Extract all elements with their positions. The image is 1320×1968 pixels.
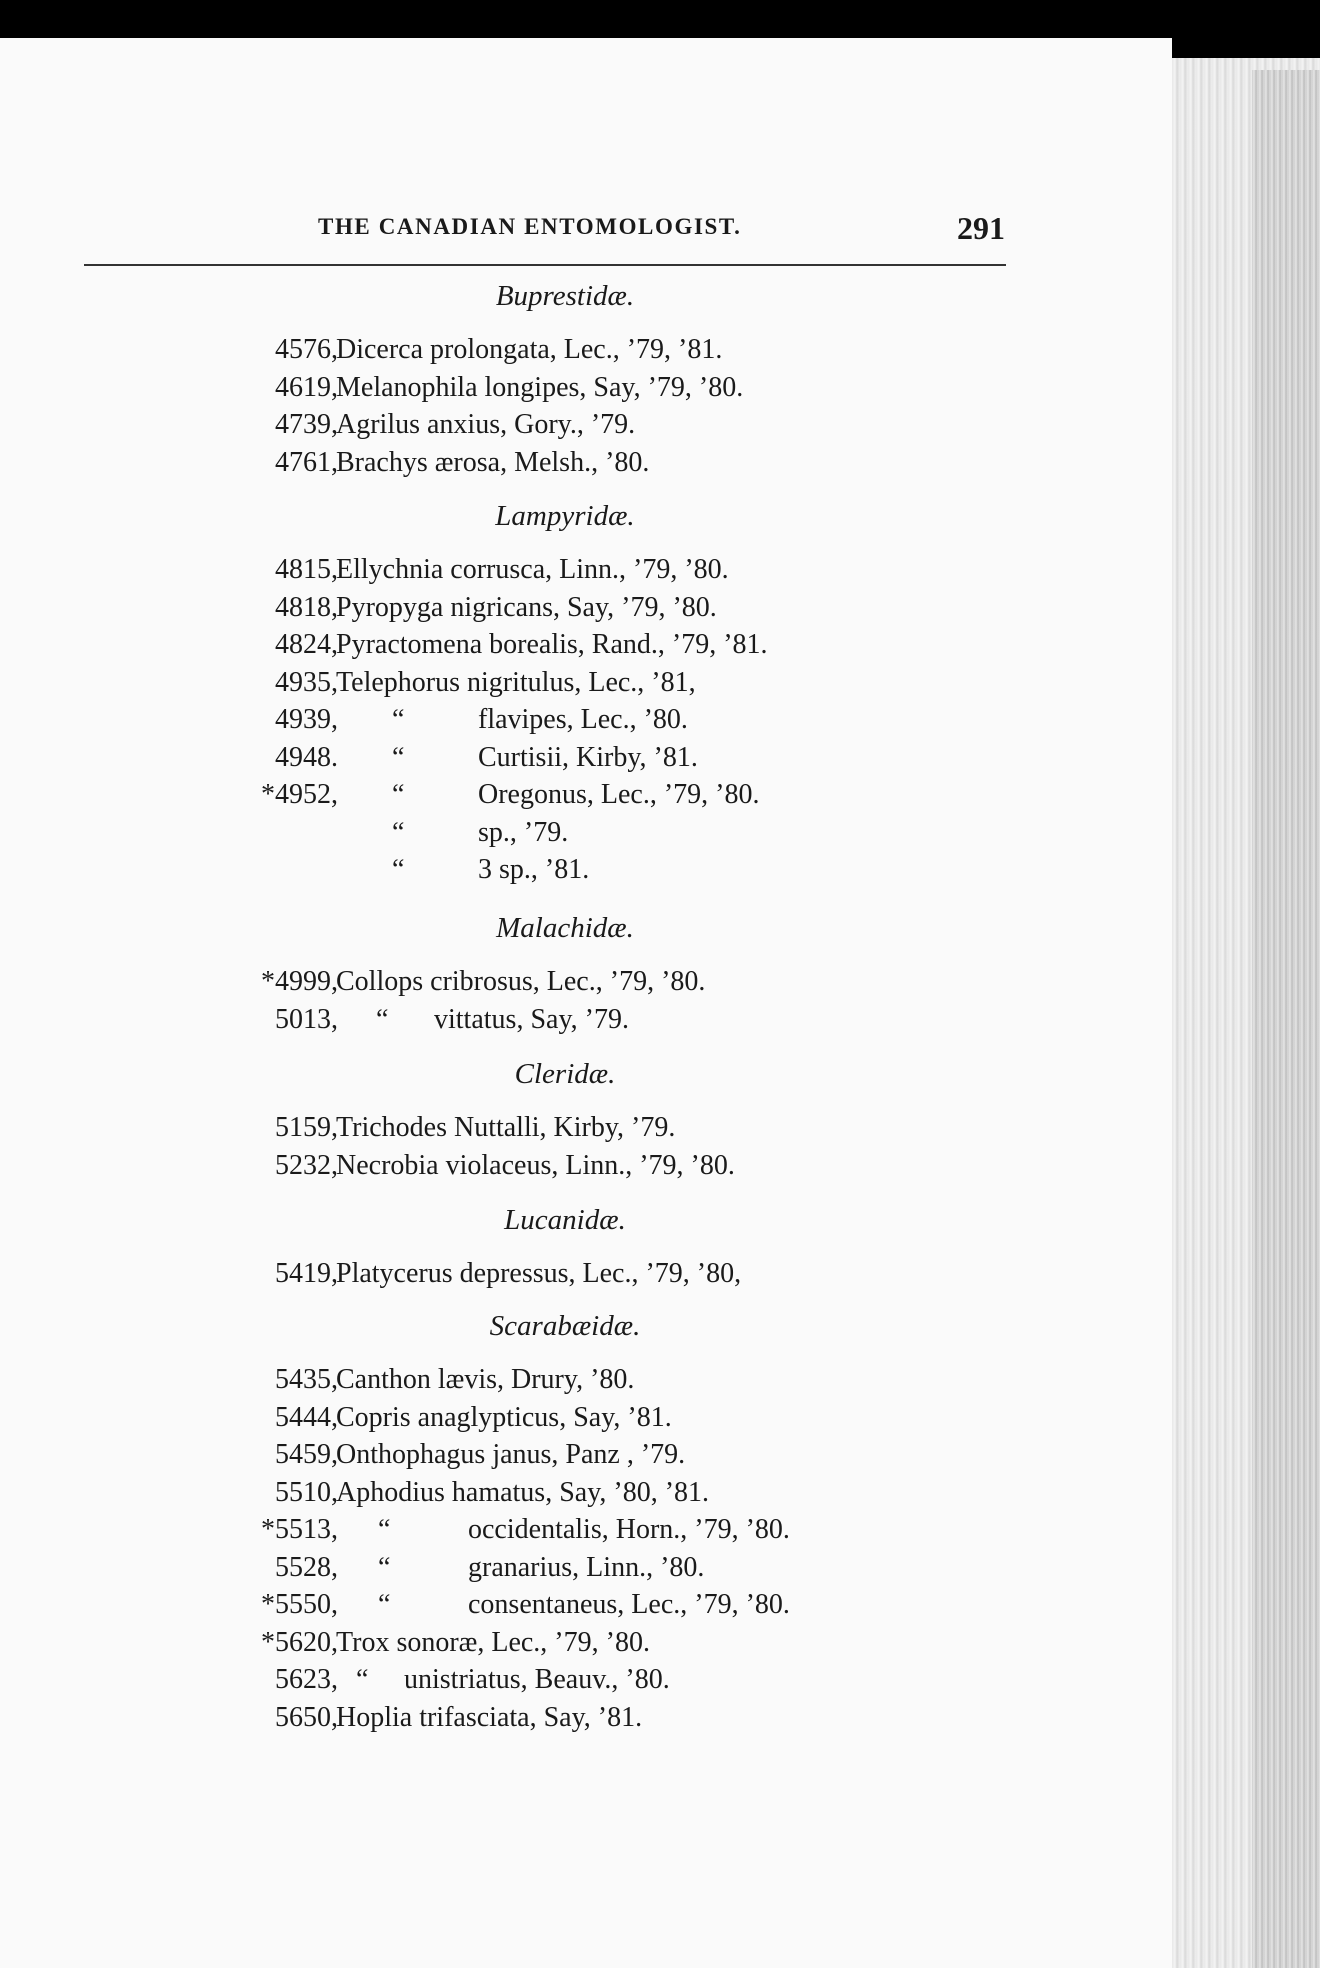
catalogue-number: 5650, (275, 1701, 338, 1733)
page-edges-inner (1252, 70, 1320, 1968)
catalogue-number: 5435, (275, 1364, 338, 1395)
ditto-mark: “ (378, 1514, 391, 1545)
catalogue-number: 5159, (275, 1112, 338, 1143)
species-name: flavipes, Lec., ’80. (478, 704, 688, 735)
species-name: Trox sonoræ, Lec., ’79, ’80. (336, 1626, 650, 1658)
catalogue-number: 4815, (275, 554, 338, 585)
ditto-mark: “ (378, 1589, 391, 1620)
catalogue-number: 4761, (275, 446, 338, 478)
species-name: vittatus, Say, ’79. (434, 1003, 629, 1035)
ditto-mark: “ (392, 816, 405, 848)
species-name: Dicerca prolongata, Lec., ’79, ’81. (336, 334, 723, 365)
catalogue-number: 4824, (275, 629, 338, 660)
species-name: unistriatus, Beauv., ’80. (404, 1664, 670, 1695)
species-name: Canthon lævis, Drury, ’80. (336, 1364, 635, 1395)
species-name: Oregonus, Lec., ’79, ’80. (478, 779, 760, 810)
catalogue-number: *4999, (261, 966, 338, 997)
species-name: Platycerus depressus, Lec., ’79, ’80, (336, 1258, 742, 1289)
ditto-mark: “ (392, 779, 405, 810)
species-name: Ellychnia corrusca, Linn., ’79, ’80. (336, 554, 729, 585)
species-name: granarius, Linn., ’80. (468, 1551, 705, 1583)
species-name: 3 sp., ’81. (478, 854, 590, 885)
species-name: Onthophagus janus, Panz , ’79. (336, 1439, 686, 1470)
ditto-mark: “ (392, 854, 405, 885)
species-name: Hoplia trifasciata, Say, ’81. (336, 1701, 643, 1733)
species-name: Brachys ærosa, Melsh., ’80. (336, 446, 650, 478)
species-name: Necrobia violaceus, Linn., ’79, ’80. (336, 1149, 735, 1181)
ditto-mark: “ (356, 1664, 369, 1695)
page-header (80, 210, 1005, 250)
family-heading: Lampyridæ. (495, 500, 635, 532)
ditto-mark: “ (376, 1003, 389, 1035)
species-name: Pyractomena borealis, Rand., ’79, ’81. (336, 629, 768, 660)
page-number: 291 (957, 210, 1005, 246)
family-heading: Scarabæidæ. (489, 1310, 641, 1342)
catalogue-number: 5459, (275, 1439, 338, 1470)
catalogue-number: *5550, (261, 1589, 338, 1620)
catalogue-number: 5013, (275, 1003, 338, 1035)
catalogue-number: 5444, (275, 1401, 338, 1433)
catalogue-number: 5419, (275, 1258, 338, 1289)
catalogue-number: 5623, (275, 1664, 338, 1695)
catalogue-number: 4739, (275, 409, 338, 440)
header-rule (84, 264, 1006, 266)
catalogue-number: 4935, (275, 666, 338, 698)
catalogue-number: *5620, (261, 1626, 338, 1658)
catalogue-number: 4948. (275, 741, 338, 773)
ditto-mark: “ (378, 1551, 391, 1583)
species-name: Pyropyga nigricans, Say, ’79, ’80. (336, 591, 717, 623)
species-name: Copris anaglypticus, Say, ’81. (336, 1401, 672, 1433)
species-name: Curtisii, Kirby, ’81. (478, 741, 698, 773)
family-heading: Lucanidæ. (504, 1204, 626, 1236)
running-title: THE CANADIAN ENTOMOLOGIST. (318, 214, 742, 239)
catalogue-number: 4939, (275, 704, 338, 735)
species-name: Collops cribrosus, Lec., ’79, ’80. (336, 966, 706, 997)
catalogue-number: *5513, (261, 1514, 338, 1545)
species-name: consentaneus, Lec., ’79, ’80. (468, 1589, 790, 1620)
catalogue-number: 5232, (275, 1149, 338, 1181)
family-heading: Malachidæ. (496, 912, 634, 944)
catalogue-number: 4576, (275, 334, 338, 365)
ditto-mark: “ (392, 741, 405, 773)
family-heading: Cleridæ. (514, 1058, 616, 1090)
catalogue-number: 5528, (275, 1551, 338, 1583)
species-name: Agrilus anxius, Gory., ’79. (336, 409, 636, 440)
catalogue-number: 4619, (275, 371, 338, 403)
catalogue-number: 4818, (275, 591, 338, 623)
species-name: Trichodes Nuttalli, Kirby, ’79. (336, 1112, 676, 1143)
ditto-mark: “ (392, 704, 405, 735)
family-heading: Buprestidæ. (495, 280, 635, 312)
species-name: Aphodius hamatus, Say, ’80, ’81. (336, 1476, 710, 1508)
species-name: Melanophila longipes, Say, ’79, ’80. (336, 371, 744, 403)
species-name: Telephorus nigritulus, Lec., ’81, (336, 666, 696, 698)
species-name: sp., ’79. (478, 816, 569, 848)
catalogue-number: 5510, (275, 1476, 338, 1508)
species-name: occidentalis, Horn., ’79, ’80. (468, 1514, 790, 1545)
catalogue-number: *4952, (261, 779, 338, 810)
